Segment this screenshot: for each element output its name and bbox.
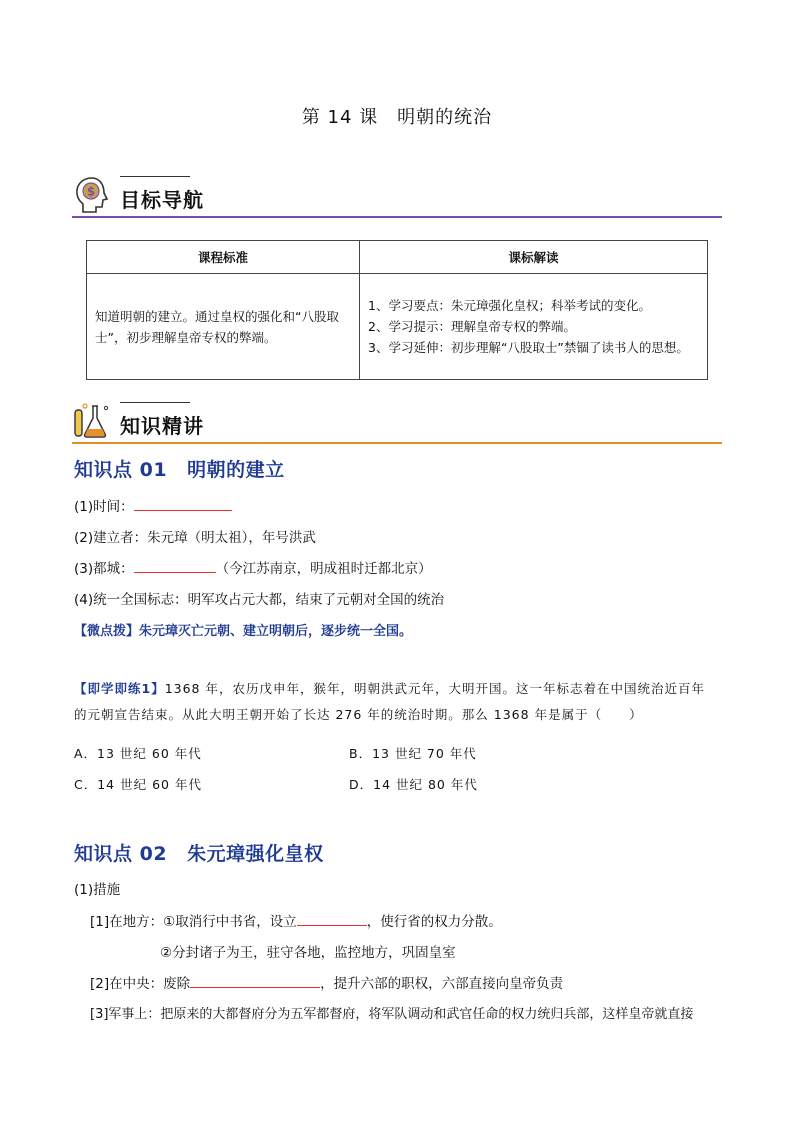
page-title: 第 14 课 明朝的统治 xyxy=(301,107,493,128)
fill-blank[interactable] xyxy=(134,572,216,573)
interpretation-cell xyxy=(360,274,708,380)
kp2-local-line xyxy=(90,910,502,930)
kp-name: 明朝的建立 xyxy=(187,459,285,481)
fill-blank[interactable] xyxy=(190,987,320,988)
standards-table xyxy=(86,240,708,380)
section-divider xyxy=(72,442,722,444)
interpretation-item: 3、学习延伸：初步理解“八股取士”禁锢了读书人的思想。 xyxy=(368,340,689,355)
kp1-founder-line: (2)建立者：朱元璋（明太祖），年号洪武 xyxy=(74,530,316,546)
lab-flask-icon xyxy=(72,400,112,440)
kp2-central-label: [2]在中央：废除 xyxy=(90,976,191,992)
header-accent-line xyxy=(120,176,190,177)
knowledge-point-02-title xyxy=(74,839,324,866)
section-heading: 知识精讲 xyxy=(120,414,204,438)
kp1-capital-line xyxy=(74,557,432,577)
kp1-capital-label: (3)都城： xyxy=(74,561,134,577)
kp2-measures-line: (1)措施 xyxy=(74,882,121,898)
option-d[interactable]: D．14 世纪 80 年代 xyxy=(349,777,478,792)
kp2-central-note: ，提升六部的职权，六部直接向皇帝负责 xyxy=(320,976,564,992)
kp1-unify-line: (4)统一全国标志：明军攻占元大都，结束了元朝对全国的统治 xyxy=(74,592,445,608)
exercise-1 xyxy=(74,676,705,728)
interpretation-item: 1、学习要点：朱元璋强化皇权；科举考试的变化。 xyxy=(368,298,651,313)
section-heading: 目标导航 xyxy=(120,188,204,212)
kp2-local-note: ，使行省的权力分散。 xyxy=(366,914,502,930)
header-accent-line xyxy=(120,402,190,403)
exercise-line xyxy=(74,676,705,702)
kp2-local2-line: ②分封诸子为王，驻守各地，监控地方，巩固皇室 xyxy=(160,945,456,961)
kp1-time-label: (1)时间： xyxy=(74,499,134,515)
section-header-knowledge xyxy=(72,398,722,444)
fill-blank[interactable] xyxy=(297,925,367,926)
kp1-capital-note: （今江苏南京，明成祖时迁都北京） xyxy=(215,561,432,577)
table-header-interpretation: 课标解读 xyxy=(360,241,708,274)
section-divider xyxy=(72,216,722,218)
table-header-standard: 课程标准 xyxy=(87,241,360,274)
kp2-local-label: [1]在地方：①取消行中书省，设立 xyxy=(90,914,297,930)
option-a[interactable]: A．13 世纪 60 年代 xyxy=(74,746,202,761)
standard-cell xyxy=(87,274,360,380)
standard-text: 知道明朝的建立。通过皇权的强化和“八股取士”，初步理解皇帝专权的弊端。 xyxy=(95,308,339,345)
kp-name: 朱元璋强化皇权 xyxy=(187,843,324,865)
micro-tip: 【微点拨】朱元璋灭亡元朝、建立明朝后，逐步统一全国。 xyxy=(74,624,413,639)
kp-number: 知识点 02 xyxy=(74,843,168,865)
exercise-tag: 【即学即练1】 xyxy=(74,681,165,696)
section-header-goals xyxy=(72,172,722,218)
brain-dollar-icon xyxy=(72,174,112,214)
interpretation-item: 2、学习提示：理解皇帝专权的弊端。 xyxy=(368,319,576,334)
knowledge-point-01-title xyxy=(74,455,285,482)
kp1-time-line xyxy=(74,495,232,515)
kp2-central-line xyxy=(90,972,563,992)
kp2-military-line: [3]军事上：把原来的大都督府分为五军都督府，将军队调动和武官任命的权力统归兵部，这样皇帝就直接 xyxy=(90,1007,694,1022)
option-b[interactable]: B．13 世纪 70 年代 xyxy=(349,746,477,761)
exercise-line: 的元朝宣告结束。从此大明王朝开始了长达 276 年的统治时期。那么 1368 年是属于（ ） xyxy=(74,707,643,722)
svg-text:$: $ xyxy=(86,184,96,199)
option-c[interactable]: C．14 世纪 60 年代 xyxy=(74,777,202,792)
kp-number: 知识点 01 xyxy=(74,459,168,481)
fill-blank[interactable] xyxy=(134,510,232,511)
exercise-text: 1368 年，农历戊申年，猴年，明朝洪武元年，大明开国。这一年标志着在中国统治近百年 xyxy=(164,681,705,696)
